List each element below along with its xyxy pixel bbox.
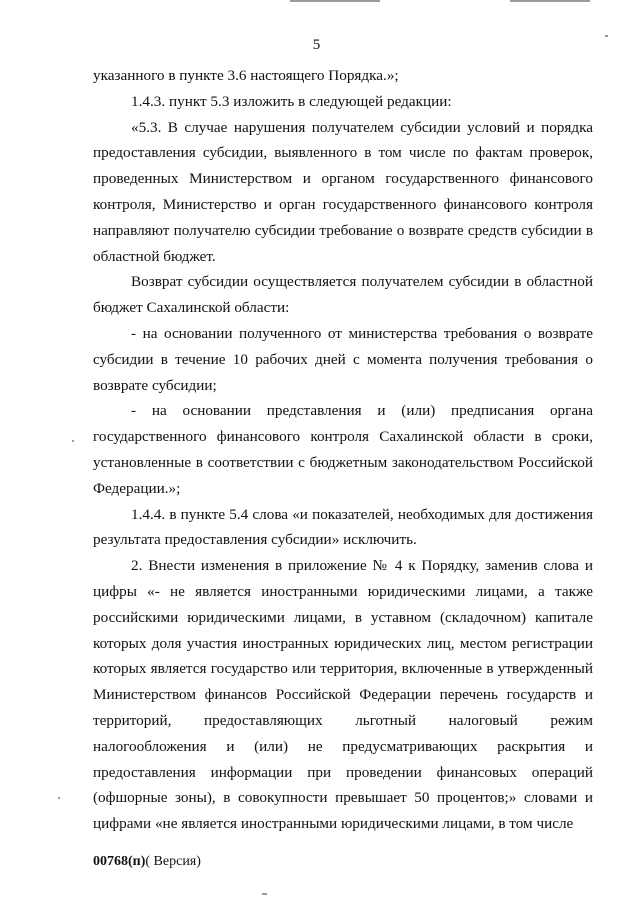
paragraph: 2. Внести изменения в приложение № 4 к Порядку, заменив слова и цифры «- не является иностранными юридическими лицами, а также российскими юридическими лицами, в уставном (складочном) капитале которых доля участия иностранных юридических лиц, местом регистрации которых является государство или территория, включенные в утвержденный Министерством финансов Российской Федерации перечень государств и территорий, предоставляющих льготный налоговый режим налогообложения и (или) не предусматривающих раскрытия и предоставления информации при проведении финансовых операций (офшорные зоны), в совокупности превышает 50 процентов;» словами и цифрами «не является иностранными юридическими лицами, в том числе (93, 557, 593, 833)
scan-artifact (262, 893, 267, 895)
page-number: 5 (312, 37, 321, 53)
paragraph: указанного в пункте 3.6 настоящего Порядка.»; (93, 67, 399, 84)
paragraph: «5.3. В случае нарушения получателем субсидии условий и порядка предоставления субсидии, выявленного в том числе по фактам проверок, проведенных Министерством и органом государственного финансового контроля, Министерство и орган государственного финансового контроля направляют получателю субсидии требование о возврате средств субсидии в областной бюджет. (93, 118, 593, 265)
scan-artifact (58, 797, 60, 799)
scan-artifact (510, 0, 590, 2)
paragraph: - на основании полученного от министерства требования о возврате субсидии в течение 10 рабочих дней с момента получения требования о возврате субсидии; (93, 324, 593, 394)
document-footer (93, 853, 201, 871)
document-code: 00768(п) (93, 854, 146, 869)
paragraph: Возврат субсидии осуществляется получателем субсидии в областной бюджет Сахалинской области: (93, 273, 593, 317)
document-version: ( Версия) (145, 854, 201, 869)
paragraph: 1.4.3. пункт 5.3 изложить в следующей редакции: (131, 92, 452, 110)
paragraph: 1.4.4. в пункте 5.4 слова «и показателей, необходимых для достижения результата предоставления субсидии» исключить. (93, 505, 593, 549)
document-body (93, 63, 593, 837)
paragraph: - на основании представления и (или) предписания органа государственного финансового контроля Сахалинской области в сроки, установленные в соответствии с бюджетным законодательством Российской Федерации.»; (93, 402, 593, 497)
scan-artifact (72, 440, 74, 442)
scan-artifact (290, 0, 380, 2)
